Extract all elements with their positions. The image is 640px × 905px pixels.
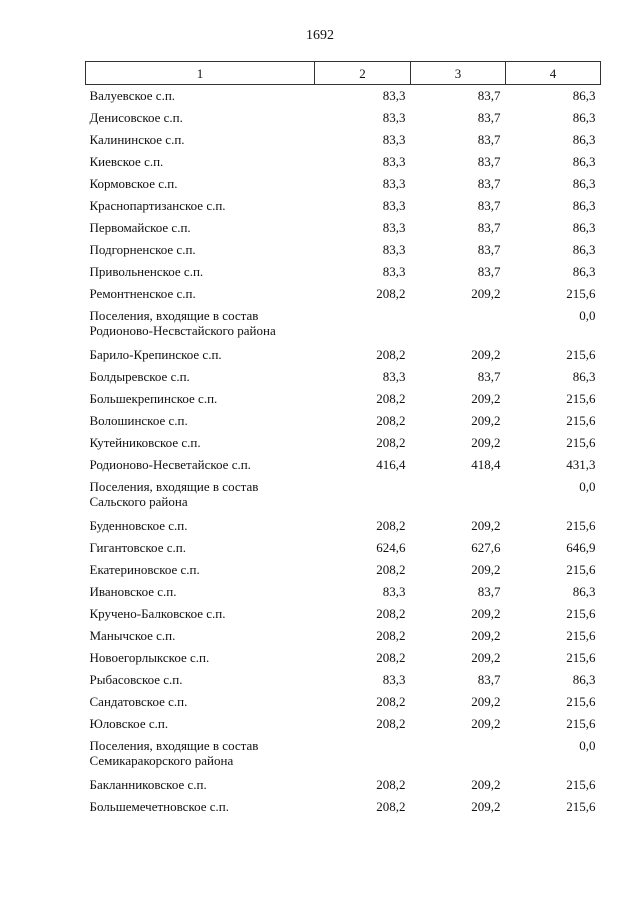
value-col-4: 86,3	[572, 220, 596, 235]
value-col-4: 215,6	[566, 628, 596, 643]
value-col-2: 208,2	[376, 562, 406, 577]
value-col-2: 208,2	[376, 716, 406, 731]
settlement-name: Волошинское с.п.	[89, 413, 188, 428]
value-col-2: 83,3	[382, 264, 406, 279]
value-col-2: 83,3	[382, 88, 406, 103]
table-row	[86, 691, 601, 713]
value-col-3: 209,2	[471, 562, 501, 577]
value-col-2: 624,6	[376, 540, 406, 555]
settlement-name: Калининское с.п.	[89, 132, 185, 147]
value-col-2	[315, 735, 411, 774]
value-col-4: 86,3	[572, 88, 596, 103]
value-col-4: 86,3	[572, 264, 596, 279]
settlement-name: Краснопартизанское с.п.	[89, 198, 226, 213]
value-col-4: 215,6	[566, 286, 596, 301]
value-col-4: 86,3	[572, 369, 596, 384]
settlement-name: Ивановское с.п.	[89, 584, 177, 599]
table-body	[86, 85, 601, 819]
value-col-4: 215,6	[566, 606, 596, 621]
value-col-2: 208,2	[376, 628, 406, 643]
value-col-4: 0,0	[579, 479, 596, 494]
settlement-name: Кручено-Балковское с.п.	[89, 606, 226, 621]
table-row	[86, 559, 601, 581]
value-col-3: 627,6	[471, 540, 501, 555]
value-col-2: 83,3	[382, 110, 406, 125]
value-col-3: 83,7	[477, 88, 501, 103]
settlement-name: Родионово-Несветайское с.п.	[89, 457, 251, 472]
value-col-4: 86,3	[572, 584, 596, 599]
value-col-3: 83,7	[477, 242, 501, 257]
value-col-3: 83,7	[477, 154, 501, 169]
value-col-3: 83,7	[477, 584, 501, 599]
settlement-name: Поселения, входящие в состав Сальского района	[89, 479, 259, 509]
settlement-name: Первомайское с.п.	[89, 220, 191, 235]
table-row	[86, 713, 601, 735]
value-col-4: 215,6	[566, 518, 596, 533]
value-col-4: 215,6	[566, 716, 596, 731]
settlement-name: Барило-Крепинское с.п.	[89, 347, 222, 362]
header-col-2: 2	[315, 62, 411, 85]
table-row	[86, 432, 601, 454]
value-col-3: 209,2	[471, 628, 501, 643]
table-row	[86, 581, 601, 603]
value-col-4: 0,0	[579, 738, 596, 753]
value-col-3: 209,2	[471, 650, 501, 665]
settlement-name: Сандатовское с.п.	[89, 694, 188, 709]
settlement-name: Новоегорлыкское с.п.	[89, 650, 210, 665]
settlement-name: Кутейниковское с.п.	[89, 435, 201, 450]
value-col-2: 208,2	[376, 391, 406, 406]
table-row	[86, 261, 601, 283]
value-col-4: 86,3	[572, 242, 596, 257]
table-row	[86, 454, 601, 476]
value-col-2: 83,3	[382, 198, 406, 213]
value-col-4: 215,6	[566, 391, 596, 406]
value-col-2: 208,2	[376, 518, 406, 533]
value-col-3: 209,2	[471, 435, 501, 450]
table-row	[86, 173, 601, 195]
value-col-2: 208,2	[376, 435, 406, 450]
value-col-4: 215,6	[566, 777, 596, 792]
settlement-name: Манычское с.п.	[89, 628, 176, 643]
value-col-4: 215,6	[566, 347, 596, 362]
value-col-4: 86,3	[572, 176, 596, 191]
page-number: 1692	[306, 28, 334, 43]
value-col-4: 0,0	[579, 308, 596, 323]
table-row	[86, 239, 601, 261]
table-row	[86, 410, 601, 432]
value-col-3: 209,2	[471, 391, 501, 406]
value-col-3: 83,7	[477, 672, 501, 687]
value-col-2: 83,3	[382, 176, 406, 191]
value-col-2: 83,3	[382, 132, 406, 147]
settlement-name: Валуевское с.п.	[89, 88, 176, 103]
value-col-2: 208,2	[376, 413, 406, 428]
value-col-3: 83,7	[477, 110, 501, 125]
value-col-3: 83,7	[477, 176, 501, 191]
table-row	[86, 476, 601, 515]
data-table-container	[85, 61, 600, 818]
value-col-2	[315, 476, 411, 515]
table-row	[86, 305, 601, 344]
value-col-3	[411, 476, 506, 515]
value-col-2: 83,3	[382, 220, 406, 235]
settlement-name: Буденновское с.п.	[89, 518, 188, 533]
value-col-3: 209,2	[471, 606, 501, 621]
value-col-4: 86,3	[572, 110, 596, 125]
value-col-4: 215,6	[566, 562, 596, 577]
settlement-name: Поселения, входящие в состав Родионово-Несвстайского района	[89, 308, 276, 338]
value-col-4: 215,6	[566, 650, 596, 665]
value-col-2: 208,2	[376, 799, 406, 814]
data-table	[85, 61, 601, 818]
value-col-2: 83,3	[382, 584, 406, 599]
value-col-2: 208,2	[376, 347, 406, 362]
settlement-name: Ремонтненское с.п.	[89, 286, 196, 301]
value-col-4: 215,6	[566, 694, 596, 709]
table-row	[86, 735, 601, 774]
table-row	[86, 796, 601, 818]
settlement-name: Гигантовское с.п.	[89, 540, 186, 555]
value-col-2: 83,3	[382, 672, 406, 687]
table-row	[86, 669, 601, 691]
value-col-4: 86,3	[572, 198, 596, 213]
value-col-4: 86,3	[572, 154, 596, 169]
value-col-4: 86,3	[572, 132, 596, 147]
table-row	[86, 625, 601, 647]
settlement-name: Привольненское с.п.	[89, 264, 204, 279]
value-col-3: 83,7	[477, 220, 501, 235]
value-col-2: 208,2	[376, 777, 406, 792]
settlement-name: Киевское с.п.	[89, 154, 164, 169]
table-row	[86, 774, 601, 796]
value-col-3: 418,4	[471, 457, 501, 472]
header-col-4: 4	[506, 62, 601, 85]
settlement-name: Екатериновское с.п.	[89, 562, 200, 577]
table-row	[86, 344, 601, 366]
value-col-2: 208,2	[376, 286, 406, 301]
settlement-name: Кормовское с.п.	[89, 176, 178, 191]
value-col-2	[315, 305, 411, 344]
value-col-2: 83,3	[382, 369, 406, 384]
settlement-name: Большекрепинское с.п.	[89, 391, 218, 406]
value-col-4: 215,6	[566, 413, 596, 428]
table-row	[86, 366, 601, 388]
settlement-name: Бакланниковское с.п.	[89, 777, 207, 792]
header-row	[86, 62, 601, 85]
table-row	[86, 195, 601, 217]
table-row	[86, 85, 601, 108]
value-col-3	[411, 305, 506, 344]
value-col-2: 208,2	[376, 694, 406, 709]
settlement-name: Подгорненское с.п.	[89, 242, 196, 257]
value-col-3: 209,2	[471, 347, 501, 362]
value-col-3: 209,2	[471, 777, 501, 792]
value-col-3: 83,7	[477, 198, 501, 213]
settlement-name: Поселения, входящие в состав Семикаракорского района	[89, 738, 259, 768]
table-row	[86, 647, 601, 669]
value-col-3: 209,2	[471, 694, 501, 709]
table-header	[86, 62, 601, 85]
value-col-3: 209,2	[471, 799, 501, 814]
value-col-2: 83,3	[382, 242, 406, 257]
settlement-name: Большемечетновское с.п.	[89, 799, 230, 814]
value-col-3: 209,2	[471, 286, 501, 301]
value-col-2: 208,2	[376, 650, 406, 665]
table-row	[86, 388, 601, 410]
value-col-3	[411, 735, 506, 774]
value-col-4: 215,6	[566, 799, 596, 814]
value-col-3: 83,7	[477, 369, 501, 384]
table-row	[86, 107, 601, 129]
value-col-4: 215,6	[566, 435, 596, 450]
value-col-3: 209,2	[471, 518, 501, 533]
settlement-name: Рыбасовское с.п.	[89, 672, 183, 687]
value-col-3: 83,7	[477, 264, 501, 279]
value-col-3: 209,2	[471, 413, 501, 428]
table-row	[86, 283, 601, 305]
header-col-1: 1	[86, 62, 315, 85]
value-col-4: 646,9	[566, 540, 596, 555]
value-col-4: 431,3	[566, 457, 596, 472]
settlement-name: Денисовское с.п.	[89, 110, 183, 125]
value-col-2: 208,2	[376, 606, 406, 621]
table-row	[86, 151, 601, 173]
table-row	[86, 537, 601, 559]
value-col-3: 209,2	[471, 716, 501, 731]
value-col-2: 83,3	[382, 154, 406, 169]
value-col-2: 416,4	[376, 457, 406, 472]
value-col-3: 83,7	[477, 132, 501, 147]
value-col-4: 86,3	[572, 672, 596, 687]
table-row	[86, 217, 601, 239]
table-row	[86, 129, 601, 151]
table-row	[86, 603, 601, 625]
settlement-name: Юловское с.п.	[89, 716, 169, 731]
settlement-name: Болдыревское с.п.	[89, 369, 190, 384]
table-row	[86, 515, 601, 537]
header-col-3: 3	[411, 62, 506, 85]
